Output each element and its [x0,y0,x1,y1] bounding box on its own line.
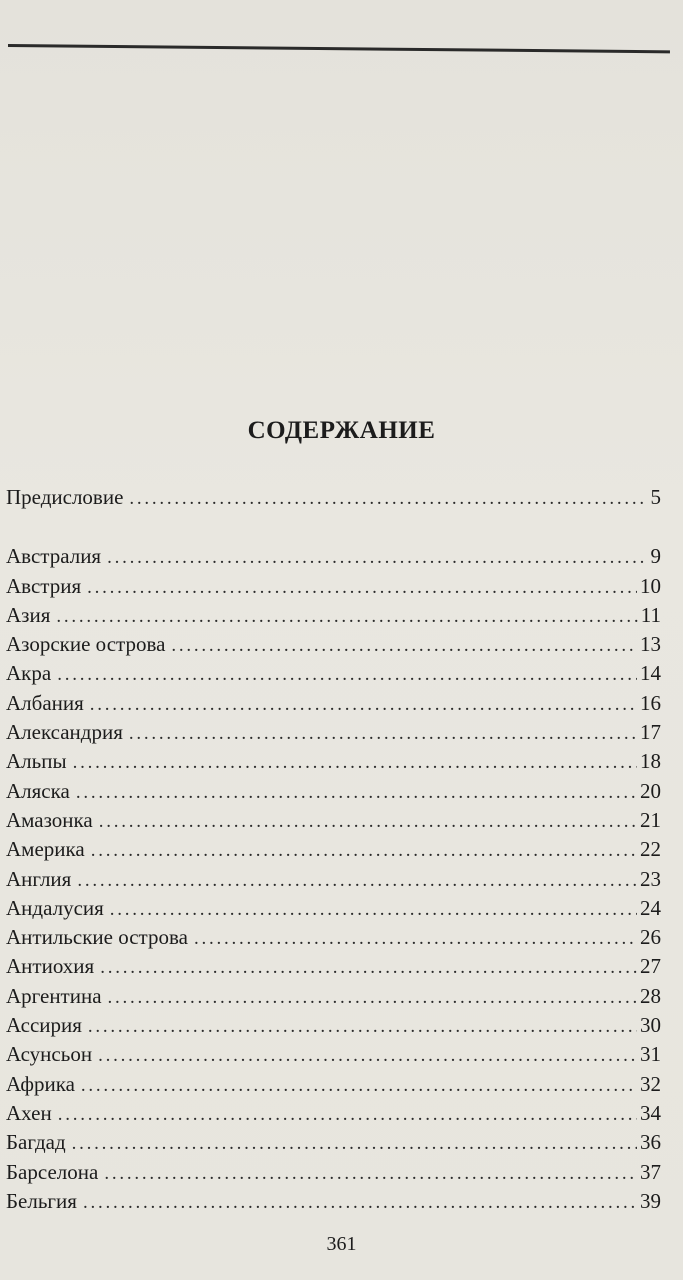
toc-entry-label: Англия [6,866,72,891]
dot-leader [83,1188,637,1217]
toc-entry-page: 39 [640,1188,661,1213]
dot-leader [107,543,647,572]
page-number: 361 [326,1233,357,1255]
toc-entry-label: Предисловие [6,485,124,509]
toc-entry-list [6,542,661,1216]
toc-entry-label: Асунсьон [6,1042,93,1067]
toc-entry-page: 23 [640,866,661,891]
dot-leader [91,836,637,865]
toc-entry [6,982,661,1011]
toc-entry-page: 10 [640,573,661,598]
toc-entry-label: Ассирия [6,1013,82,1038]
toc-entry-label: Азия [6,602,51,627]
dot-leader [56,602,637,631]
toc-entry-label: Аргентина [6,983,102,1008]
toc-entry-label: Альпы [6,749,67,774]
dot-leader [108,983,637,1012]
dot-leader [98,1041,637,1070]
toc-entry-label: Антиохия [6,954,95,979]
dot-leader [73,748,637,777]
dot-leader [76,778,637,807]
toc-entry [6,572,661,601]
toc-entry-page: 30 [640,1013,661,1038]
dot-leader [57,660,637,689]
toc-entry-page: 5 [650,485,661,509]
dot-leader [88,1012,637,1041]
toc-entry [6,630,661,659]
toc-entry [6,1158,661,1187]
dot-leader [87,573,637,602]
table-of-contents [6,483,661,1216]
toc-entry-page: 31 [640,1042,661,1067]
toc-entry [6,952,661,981]
toc-entry-page: 22 [640,837,661,862]
header-rule [8,44,670,53]
toc-entry-label: Аляска [6,778,70,803]
toc-entry [6,1040,661,1069]
toc-entry [6,806,661,835]
toc-entry [6,1070,661,1099]
toc-entry-page: 37 [640,1159,661,1184]
toc-entry-label: Багдад [6,1130,66,1155]
toc-entry-label: Барселона [6,1159,99,1184]
dot-leader [100,953,637,982]
toc-entry [6,542,661,571]
dot-leader [129,719,637,748]
dot-leader [72,1129,637,1158]
toc-entry [6,777,661,806]
toc-entry-page: 17 [640,720,661,745]
toc-entry-page: 26 [640,925,661,950]
dot-leader [194,924,637,953]
toc-entry-preface [6,483,661,512]
toc-entry-page: 21 [640,807,661,832]
toc-entry-page: 11 [640,602,661,627]
toc-entry-label: Албания [6,690,84,715]
dot-leader [110,895,637,924]
toc-entry [6,1128,661,1157]
toc-entry-page: 32 [640,1071,661,1096]
toc-entry [6,659,661,688]
dot-leader [81,1071,637,1100]
toc-entry-label: Африка [6,1071,75,1096]
toc-entry-page: 27 [640,954,661,979]
toc-entry-label: Бельгия [6,1188,77,1213]
toc-entry-page: 34 [640,1100,661,1125]
toc-entry [6,1011,661,1040]
toc-entry-label: Австрия [6,573,82,598]
toc-entry-label: Александрия [6,720,123,745]
toc-entry [6,747,661,776]
toc-entry [6,894,661,923]
toc-entry [6,689,661,718]
toc-entry [6,1099,661,1128]
toc-entry [6,601,661,630]
dot-leader [171,631,637,660]
toc-entry-label: Ахен [6,1100,52,1125]
toc-entry-label: Амазонка [6,807,93,832]
toc-entry-page: 36 [640,1130,661,1155]
dot-leader [77,866,637,895]
toc-heading: СОДЕРЖАНИЕ [247,417,436,444]
toc-entry-page: 16 [640,690,661,715]
dot-leader [99,807,637,836]
dot-leader [129,484,647,513]
dot-leader [58,1100,637,1129]
toc-entry-page: 20 [640,778,661,803]
toc-entry [6,1187,661,1216]
toc-entry-page: 13 [640,632,661,657]
toc-entry [6,865,661,894]
toc-entry [6,835,661,864]
toc-entry-label: Австралия [6,544,102,569]
toc-entry-page: 9 [650,544,661,569]
toc-entry-label: Антильские острова [6,925,188,950]
toc-entry-label: Акра [6,661,52,686]
toc-entry [6,923,661,952]
toc-entry-label: Азорские острова [6,632,166,657]
toc-entry [6,718,661,747]
toc-entry-page: 24 [640,895,661,920]
dot-leader [104,1159,637,1188]
toc-entry-page: 18 [640,749,661,774]
toc-entry-label: Америка [6,837,85,862]
toc-entry-page: 28 [640,983,661,1008]
dot-leader [90,690,637,719]
toc-entry-page: 14 [640,661,661,686]
toc-entry-label: Андалусия [6,895,104,920]
